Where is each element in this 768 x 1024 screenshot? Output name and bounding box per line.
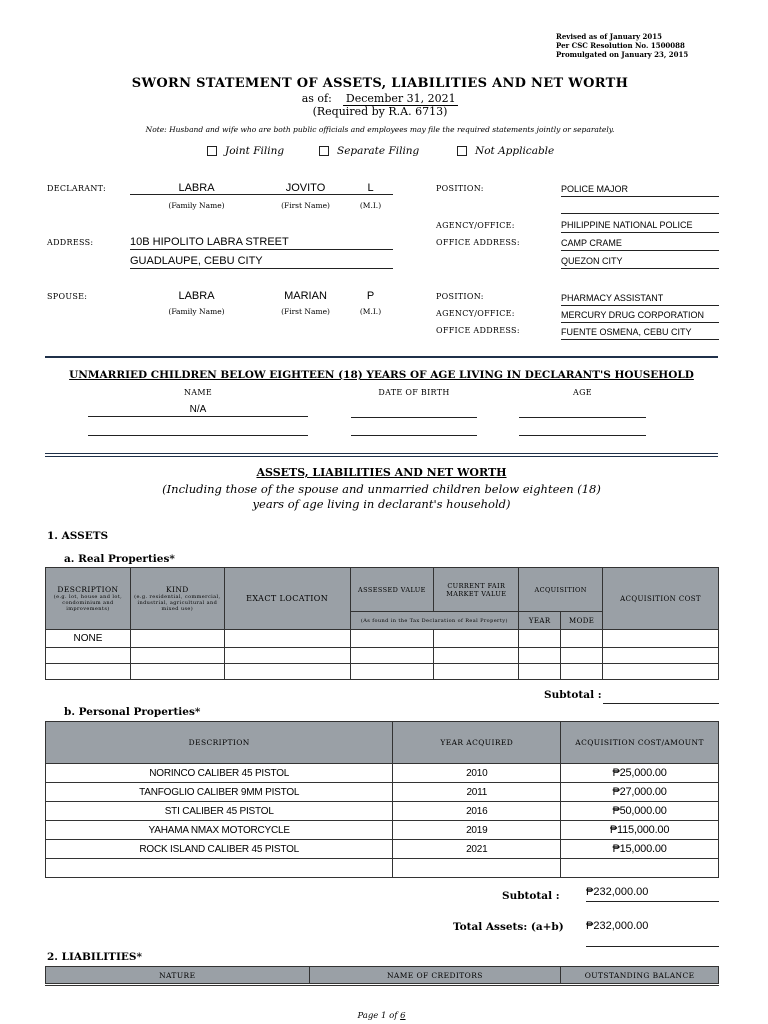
children-name-header: NAME — [183, 388, 212, 397]
mode-header: MODE — [561, 612, 603, 630]
personal-year: 2021 — [393, 840, 561, 859]
personal-properties-heading: b. Personal Properties* — [64, 706, 201, 718]
alnw-subheading: years of age living in declarant's household) — [252, 497, 511, 511]
description-header-sub: (e.g. lot, house and lot, condominium and improvements) — [53, 594, 123, 612]
page-footer — [0, 1011, 763, 1021]
total-assets-label: Total Assets: (a+b) — [453, 921, 564, 933]
personal-year: 2010 — [393, 764, 561, 783]
table-row — [46, 648, 719, 664]
kind-header-sub: (e.g. residential, commercial, industrial, agricultural and mixed use) — [134, 594, 221, 612]
personal-description-header: DESCRIPTION — [46, 722, 393, 764]
spouse-agency-label: AGENCY/OFFICE: — [436, 309, 515, 318]
position-label: POSITION: — [436, 184, 484, 193]
spouse-office-address-label: OFFICE ADDRESS: — [436, 326, 520, 335]
mi-caption: (M.I.) — [359, 201, 382, 210]
real-subtotal-label: Subtotal : — [544, 689, 602, 701]
separate-filing-checkbox[interactable] — [319, 146, 329, 156]
revision-note — [556, 32, 696, 59]
alnw-heading: ASSETS, LIABILITIES AND NET WORTH — [256, 466, 507, 479]
liabilities-table — [45, 966, 719, 984]
children-age-line — [519, 404, 646, 418]
declarant-mi: L — [348, 182, 393, 195]
description-header — [46, 568, 131, 630]
children-dob-line — [351, 422, 477, 436]
declarant-label: DECLARANT: — [47, 184, 107, 193]
separate-filing-label: Separate Filing — [337, 145, 420, 157]
declarant-address-1: 10B HIPOLITO LABRA STREET — [130, 236, 393, 250]
kind-header — [130, 568, 224, 630]
revision-line: Promulgated on January 23, 2015 — [556, 50, 689, 59]
children-age-line — [519, 422, 646, 436]
table-row — [46, 840, 719, 859]
children-age-header: AGE — [573, 388, 592, 397]
personal-description: YAHAMA NMAX MOTORCYCLE — [46, 821, 393, 840]
children-heading: UNMARRIED CHILDREN BELOW EIGHTEEN (18) YEARS OF AGE LIVING IN DECLARANT'S HOUSEHOLD — [69, 369, 694, 381]
personal-subtotal-value: ₱232,000.00 — [586, 886, 719, 902]
spouse-position: PHARMACY ASSISTANT — [561, 293, 719, 306]
section-divider — [45, 356, 718, 358]
table-row — [46, 764, 719, 783]
agency-label: AGENCY/OFFICE: — [436, 221, 515, 230]
alnw-subheading: (Including those of the spouse and unmarried children below eighteen (18) — [162, 482, 601, 496]
spouse-first-name-caption: (First Name) — [281, 307, 330, 316]
spouse-family-name: LABRA — [178, 290, 215, 302]
personal-year: 2011 — [393, 783, 561, 802]
joint-filing-option[interactable] — [207, 145, 284, 157]
personal-cost: ₱27,000.00 — [561, 783, 719, 802]
liabilities-table-bottom — [45, 985, 719, 986]
address-label: ADDRESS: — [47, 238, 94, 247]
table-row — [46, 664, 719, 680]
total-assets-line — [586, 946, 719, 947]
personal-year: 2016 — [393, 802, 561, 821]
personal-cost: ₱15,000.00 — [561, 840, 719, 859]
personal-year: 2019 — [393, 821, 561, 840]
declarant-position: POLICE MAJOR — [561, 184, 719, 197]
acquisition-header: ACQUISITION — [519, 568, 603, 612]
joint-filing-checkbox[interactable] — [207, 146, 217, 156]
personal-cost: ₱50,000.00 — [561, 802, 719, 821]
spouse-office-address: FUENTE OSMENA, CEBU CITY — [561, 327, 719, 340]
spouse-label: SPOUSE: — [47, 292, 88, 301]
position-blank-line — [561, 213, 719, 214]
acquisition-cost-amount-header: ACQUISITION COST/AMOUNT — [561, 722, 719, 764]
assessed-value-header: ASSESSED VALUE — [350, 568, 434, 612]
liabilities-heading: 2. LIABILITIES* — [47, 951, 142, 963]
creditors-header: NAME OF CREDITORS — [309, 967, 561, 984]
real-subtotal-value — [603, 690, 719, 704]
year-header: YEAR — [519, 612, 561, 630]
fair-market-value-header: CURRENT FAIR MARKET VALUE — [434, 568, 519, 612]
separate-filing-option[interactable] — [319, 145, 419, 157]
real-property-description: NONE — [46, 630, 131, 648]
personal-description: NORINCO CALIBER 45 PISTOL — [46, 764, 393, 783]
description-header-label: DESCRIPTION — [57, 585, 119, 594]
not-applicable-label: Not Applicable — [475, 145, 555, 157]
spouse-mi: P — [366, 290, 375, 302]
personal-description: ROCK ISLAND CALIBER 45 PISTOL — [46, 840, 393, 859]
children-name-line — [88, 422, 308, 436]
personal-cost: ₱25,000.00 — [561, 764, 719, 783]
table-row — [46, 802, 719, 821]
joint-filing-label: Joint Filing — [225, 145, 285, 157]
office-address-label: OFFICE ADDRESS: — [436, 238, 520, 247]
declarant-office-address-2: QUEZON CITY — [561, 256, 719, 269]
children-dob-line — [351, 404, 477, 418]
page-number-prefix: Page 1 of — [357, 1011, 401, 1021]
personal-subtotal-label: Subtotal : — [502, 890, 560, 902]
declarant-agency: PHILIPPINE NATIONAL POLICE — [561, 220, 719, 233]
personal-cost: ₱115,000.00 — [561, 821, 719, 840]
year-acquired-header: YEAR ACQUIRED — [393, 722, 561, 764]
as-of-label: as of: — [301, 92, 332, 105]
table-row — [46, 859, 719, 878]
table-row — [46, 821, 719, 840]
spouse-mi-caption: (M.I.) — [359, 307, 382, 316]
not-applicable-option[interactable] — [457, 145, 554, 157]
table-row — [46, 783, 719, 802]
as-of-date: December 31, 2021 — [343, 92, 458, 106]
personal-description: STI CALIBER 45 PISTOL — [46, 802, 393, 821]
section-divider — [45, 453, 718, 457]
real-properties-table — [45, 567, 719, 680]
document-title: SWORN STATEMENT OF ASSETS, LIABILITIES AND NET WORTH — [131, 76, 629, 91]
exact-location-header: EXACT LOCATION — [224, 568, 350, 630]
assets-heading: 1. ASSETS — [47, 530, 109, 542]
not-applicable-checkbox[interactable] — [457, 146, 467, 156]
spouse-position-label: POSITION: — [436, 292, 484, 301]
kind-header-label: KIND — [165, 585, 189, 594]
declarant-address-2: GUADLAUPE, CEBU CITY — [130, 255, 393, 269]
family-name-caption: (Family Name) — [168, 201, 225, 210]
as-of-line — [0, 92, 760, 106]
declarant-family-name: LABRA — [130, 182, 263, 195]
declarant-office-address-1: CAMP CRAME — [561, 238, 719, 251]
first-name-caption: (First Name) — [281, 201, 330, 210]
acquisition-cost-header: ACQUISITION COST — [603, 568, 719, 630]
spouse-first-name: MARIAN — [284, 290, 327, 302]
required-by: (Required by R.A. 6713) — [312, 105, 448, 118]
real-properties-heading: a. Real Properties* — [64, 553, 175, 565]
outstanding-balance-header: OUTSTANDING BALANCE — [561, 967, 719, 984]
personal-properties-table — [45, 721, 719, 878]
children-dob-header: DATE OF BIRTH — [378, 388, 450, 397]
nature-header: NATURE — [46, 967, 310, 984]
spouse-family-name-caption: (Family Name) — [168, 307, 225, 316]
filing-note: Note: Husband and wife who are both public officials and employees may file the required statements jointly or separately. — [145, 125, 615, 134]
total-assets-value: ₱232,000.00 — [586, 920, 649, 932]
table-row — [46, 630, 719, 648]
revision-line: Per CSC Resolution No. 1500088 — [556, 41, 685, 50]
tax-declaration-note: (As found in the Tax Declaration of Real Property) — [350, 612, 519, 630]
page-total: 6 — [400, 1011, 406, 1021]
revision-line: Revised as of January 2015 — [556, 32, 662, 41]
personal-description: TANFOGLIO CALIBER 9MM PISTOL — [46, 783, 393, 802]
declarant-first-name: JOVITO — [263, 182, 348, 195]
spouse-agency: MERCURY DRUG CORPORATION — [561, 310, 719, 323]
children-entry: N/A — [88, 404, 308, 417]
